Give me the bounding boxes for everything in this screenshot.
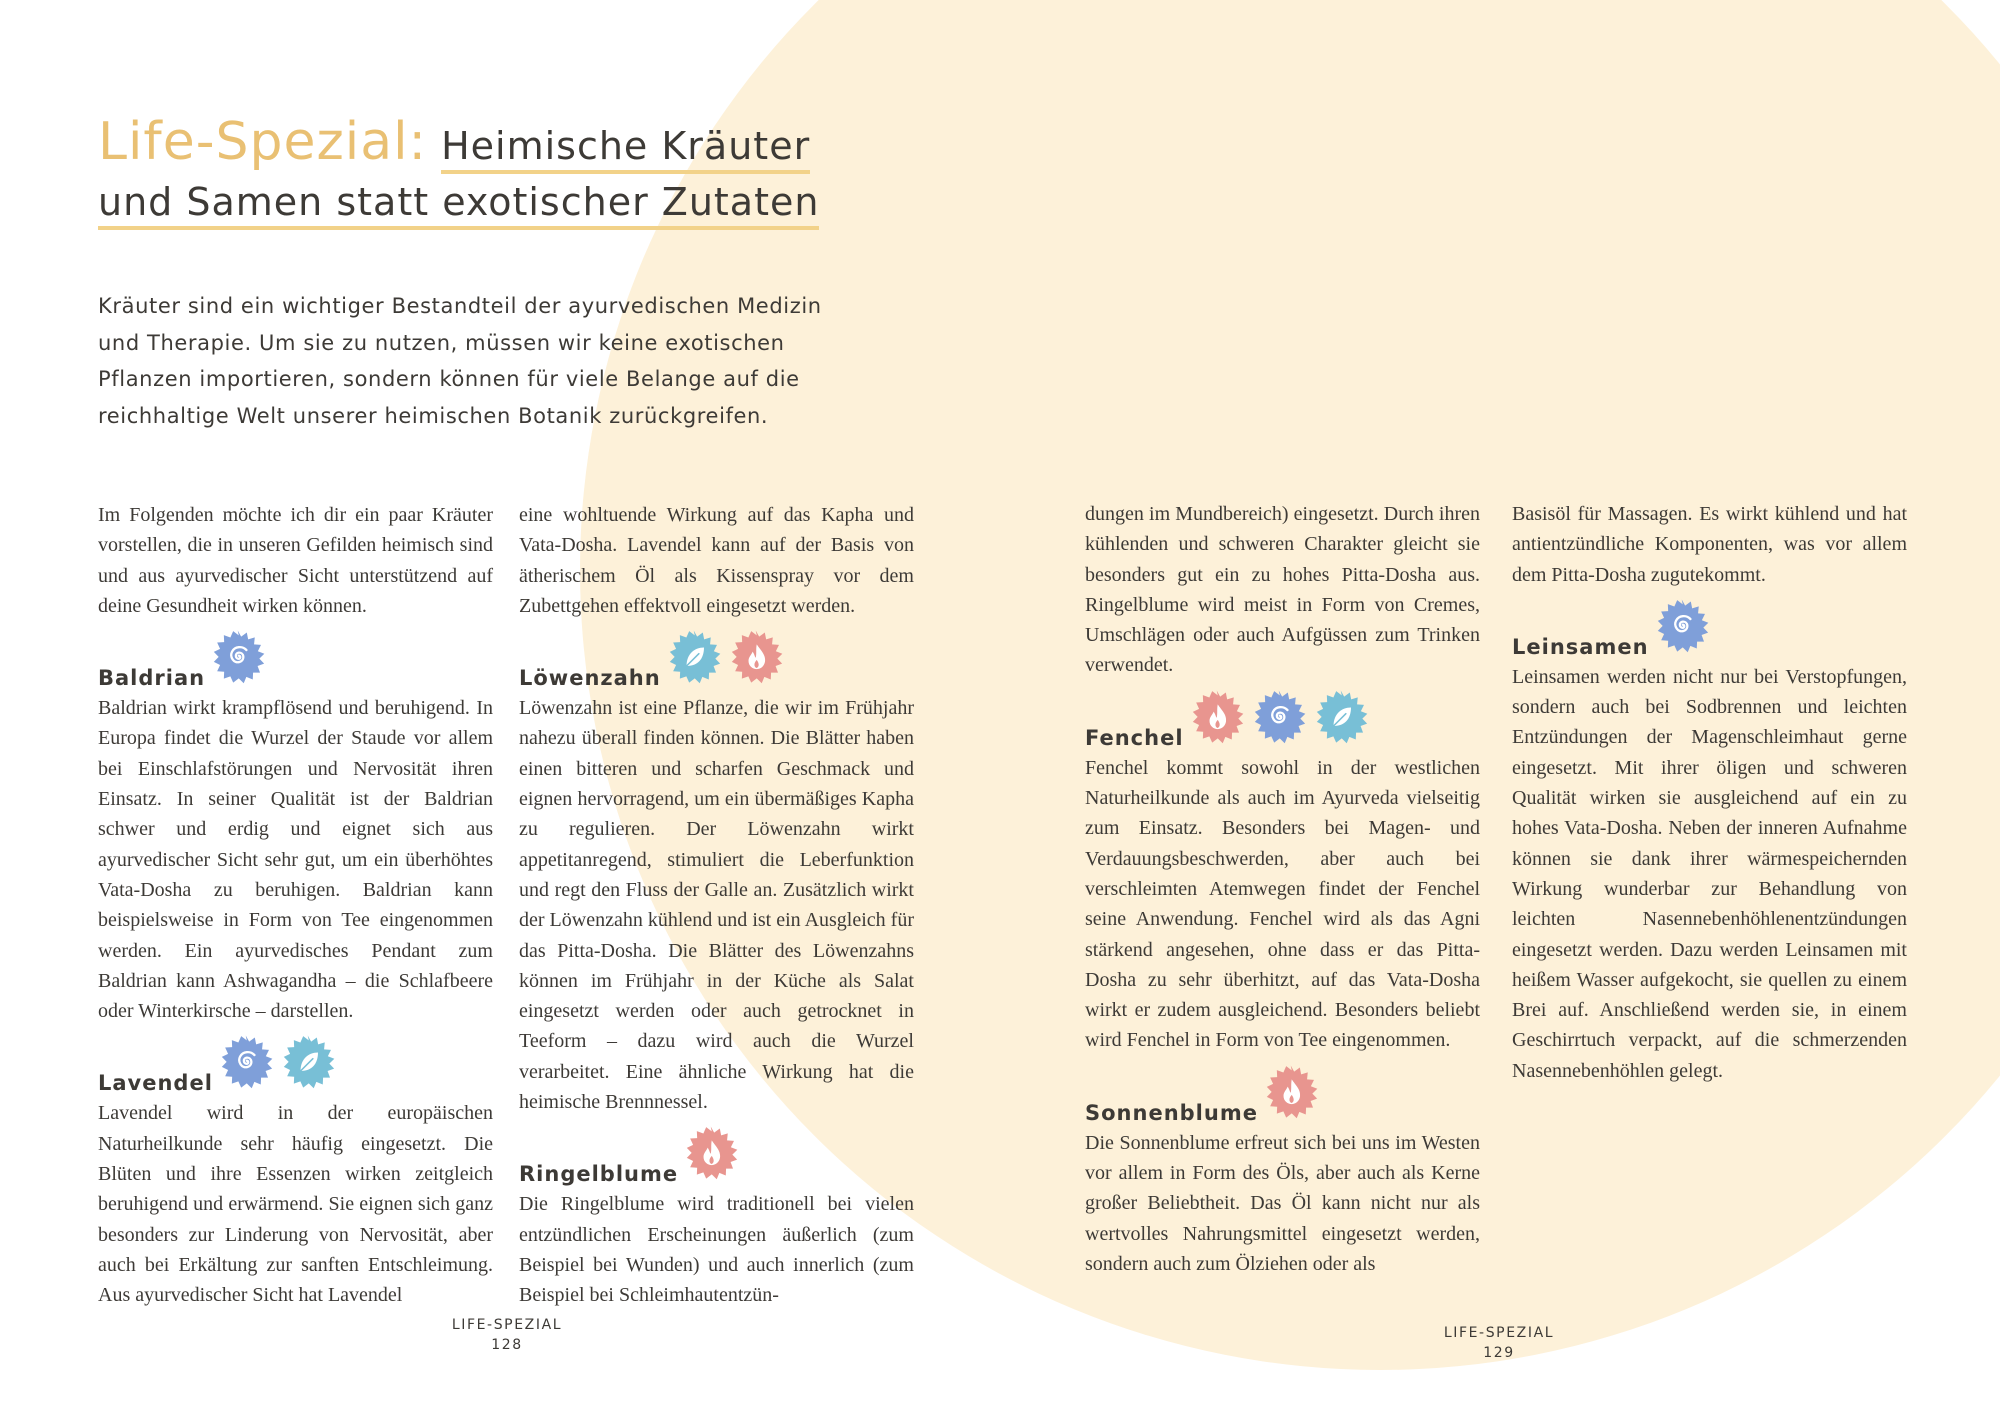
pitta-flame-icon bbox=[729, 629, 785, 685]
herb-heading-lavendel bbox=[98, 1040, 493, 1096]
kapha-leaf-icon bbox=[1314, 689, 1370, 745]
herb-text-sonnenblume: Die Sonnenblume erfreut sich bei uns im Westen vor allem in Form des Öls, aber auch als Kerne großer Beliebtheit. Das Öl kann nicht nur als wertvolles Nahrungsmittel eingesetzt werden, sondern auch zum Ölziehen oder als bbox=[1085, 1131, 1480, 1275]
herb-text-fenchel: Fenchel kommt sowohl in der westlichen Naturheilkunde als auch im Ayurveda vielseitig zum Einsatz. Besonders bei Magen- und Verdauungsbeschwerden, aber auch bei verschleimten Atemwegen findet der Fenchel seine Anwendung. Fenchel wird als das Agni stärkend angesehen, ohne dass er das Pitta-Dosha zu sehr überhitzt, auf das Vata-Dosha wirkt er zudem ausgleichend. Besonders beliebt wird Fenchel in Form von Tee eingenommen. bbox=[1085, 756, 1480, 1052]
column-4 bbox=[1512, 499, 1907, 1086]
herb-title: Ringelblume bbox=[519, 1162, 679, 1187]
headline-line-2: und Samen statt exotischer Zutaten bbox=[98, 180, 819, 230]
column-3 bbox=[1085, 499, 1480, 1279]
herb-heading-baldrian bbox=[98, 635, 493, 691]
herb-title: Löwenzahn bbox=[519, 666, 661, 691]
pitta-flame-icon bbox=[1264, 1064, 1320, 1120]
page-footer-left bbox=[440, 1315, 574, 1355]
vata-spiral-icon bbox=[219, 1034, 275, 1090]
footer-label: LIFE-SPEZIAL bbox=[451, 1317, 563, 1333]
vata-spiral-icon bbox=[1655, 598, 1711, 654]
sonnenblume-continued: Basisöl für Massagen. Es wirkt kühlend und hat antientzündliche Komponenten, was vor allem dem Pitta-Dosha zugutekommt. bbox=[1512, 503, 1907, 586]
herb-text-baldrian: Baldrian wirkt krampflösend und beruhigend. In Europa findet die Wurzel der Staude vor allem bei Einschlafstörungen und Nervosität ihren Einsatz. In seiner Qualität ist der Baldrian schwer und erdig und eignet sich aus ayurvedischer Sicht sehr gut, um ein überhöhtes Vata-Dosha zu beruhigen. Baldrian kann beispielsweise in Form von Tee eingenommen werden. Ein ayurvedisches Pendant zum Baldrian kann Ashwagandha – die Schlafbeere oder Winterkirsche – darstellen. bbox=[98, 697, 493, 1023]
herb-heading-leinsamen bbox=[1512, 604, 1907, 660]
herb-heading-sonnenblume bbox=[1085, 1070, 1480, 1126]
footer-label: LIFE-SPEZIAL bbox=[1443, 1325, 1555, 1341]
page-number: 129 bbox=[1483, 1345, 1515, 1361]
pitta-flame-icon bbox=[684, 1125, 740, 1181]
kapha-leaf-icon bbox=[667, 629, 723, 685]
herb-heading-ringelblume bbox=[519, 1131, 914, 1187]
page-headline bbox=[98, 112, 819, 224]
intro-paragraph: Kräuter sind ein wichtiger Bestandteil der ayurvedischen Medizin und Therapie. Um sie zu nutzen, müssen wir keine exotischen Pflanzen importieren, sondern können für viele Belange auf die reichhaltige Welt unserer heimischen Botanik zurückgreifen. bbox=[98, 294, 822, 428]
lavendel-continued: eine wohltuende Wirkung auf das Kapha und Vata-Dosha. Lavendel kann auf der Basis von ätherischem Öl als Kissenspray vor dem Zubettgehen effektvoll eingesetzt werden. bbox=[519, 504, 914, 617]
kapha-leaf-icon bbox=[281, 1034, 337, 1090]
herb-text-ringelblume: Die Ringelblume wird traditionell bei vielen entzündlichen Erscheinungen äußerlich (zum Beispiel bei Wunden) und auch innerlich (zum Beispiel bei Schleimhautentzün- bbox=[519, 1193, 914, 1307]
headline-accent: Life-Spezial: bbox=[98, 112, 428, 172]
pitta-flame-icon bbox=[1190, 689, 1246, 745]
page-footer-right bbox=[1432, 1323, 1566, 1363]
page-number: 128 bbox=[491, 1337, 523, 1353]
herb-title: Baldrian bbox=[98, 666, 206, 691]
lead-paragraph: Im Folgenden möchte ich dir ein paar Kräuter vorstellen, die in unseren Gefilden heimisch sind und aus ayurvedischer Sicht unterstützend auf deine Gesundheit wirken können. bbox=[98, 504, 493, 617]
herb-title: Lavendel bbox=[98, 1071, 213, 1096]
right-page bbox=[1000, 0, 2000, 1412]
vata-spiral-icon bbox=[211, 629, 267, 685]
headline-line-1: Heimische Kräuter bbox=[441, 124, 810, 174]
herb-text-lavendel: Lavendel wird in der europäischen Naturheilkunde sehr häufig eingesetzt. Die Blüten und ihre Essenzen wirken zeitgleich beruhigend und erwärmend. Sie eignen sich ganz besonders zur Linderung von Nervosität, aber auch bei Erkältung zur sanften Entschleimung. Aus ayurvedischer Sicht hat Lavendel bbox=[98, 1102, 493, 1307]
herb-title: Sonnenblume bbox=[1085, 1100, 1258, 1125]
herb-heading-fenchel bbox=[1085, 695, 1480, 751]
herb-title: Fenchel bbox=[1085, 725, 1184, 750]
herb-text-leinsamen: Leinsamen werden nicht nur bei Verstopfungen, sondern auch bei Sodbrennen und leichten Entzündungen der Magenschleimhaut gerne eingesetzt. Mit ihrer öligen und schweren Qualität wirken sie ausgleichend auf ein zu hohes Vata-Dosha. Neben der inneren Aufnahme können sie dank ihrer wärmespeichernden Wirkung wunderbar zur Behandlung von leichten Nasennebenhöhlenentzündungen eingesetzt werden. Dazu werden Leinsamen mit heißem Wasser aufgekocht, sie quellen zu einem Brei auf. Anschließend werden sie, in einem Geschirrtuch verpackt, auf die schmerzenden Nasennebenhöhlen gelegt. bbox=[1512, 665, 1907, 1082]
vata-spiral-icon bbox=[1252, 689, 1308, 745]
herb-text-loewenzahn: Löwenzahn ist eine Pflanze, die wir im Frühjahr nahezu überall finden können. Die Blätter haben einen bitteren und scharfen Geschmack und eignen hervorragend, um ein übermäßiges Kapha zu regulieren. Der Löwenzahn wirkt appetitanregend, stimuliert die Leberfunktion und regt den Fluss der Galle an. Zusätzlich wirkt der Löwenzahn kühlend und ist ein Ausgleich für das Pitta-Dosha. Die Blätter des Löwenzahns können im Frühjahr in der Küche als Salat eingesetzt werden oder auch getrocknet in Teeform – dazu wird auch die Wurzel verarbeitet. Eine ähnliche Wirkung hat die heimische Brennnessel. bbox=[519, 697, 914, 1114]
herb-title: Leinsamen bbox=[1512, 634, 1649, 659]
column-2 bbox=[519, 500, 914, 1311]
ringelblume-continued: dungen im Mundbereich) eingesetzt. Durch ihren kühlenden und schweren Charakter gleicht sie besonders gut ein zu hohes Pitta-Dosha aus. Ringelblume wird meist in Form von Cremes, Umschlägen oder auch Aufgüssen zum Trinken verwendet. bbox=[1085, 503, 1480, 677]
column-1 bbox=[98, 500, 493, 1311]
herb-heading-loewenzahn bbox=[519, 635, 914, 691]
